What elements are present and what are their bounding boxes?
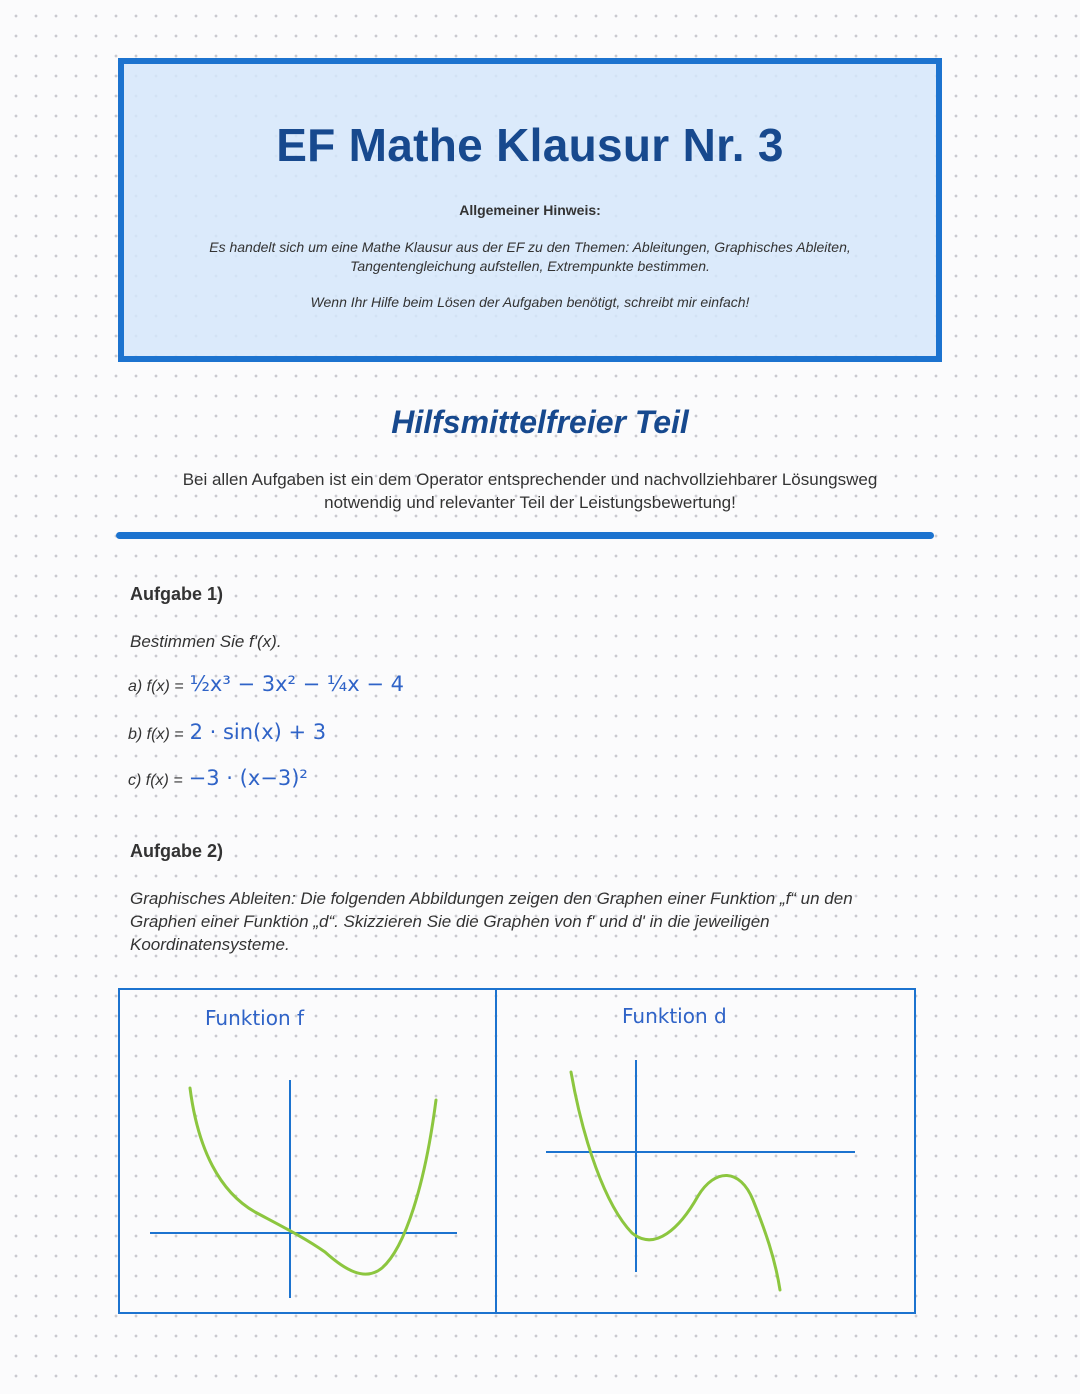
task2-text: Graphisches Ableiten: Die folgenden Abbildungen zeigen den Graphen einer Funktion „f“ un den Graphen einer Funktion „d“. Skizzieren Sie die Graphen von f' und d' in die jeweiligen Koordinatensysteme. (130, 889, 853, 954)
hint-title: Allgemeiner Hinweis: (459, 202, 601, 218)
graph-d-curve (571, 1072, 780, 1290)
help-text: Wenn Ihr Hilfe beim Lösen der Aufgaben benötigt, schreibt mir einfach! (310, 294, 750, 310)
task1-item-a-prefix: a) f(x) = (128, 678, 184, 695)
task1-item-a-expr: ½x³ − 3x² − ¼x − 4 (189, 672, 404, 696)
task1-item-b-prefix: b) f(x) = (128, 726, 184, 743)
hint-text: Es handelt sich um eine Mathe Klausur aus der EF zu den Themen: Ableitungen, Graphisches Ableiten, Tangentengleichung aufstellen, Extrempunkte bestimmen. (209, 239, 851, 274)
graph-f-curve (190, 1088, 436, 1274)
task1-instruction: Bestimmen Sie f'(x). (130, 632, 282, 651)
graph-label-d: Funktion d (622, 1004, 727, 1028)
task1-title: Aufgabe 1) (130, 584, 224, 604)
task1-item-c-expr: −3 · (x−3)² (188, 766, 308, 790)
section-title: Hilfsmittelfreier Teil (391, 404, 689, 440)
task2-title: Aufgabe 2) (130, 841, 224, 861)
graph-label-f: Funktion f (205, 1006, 305, 1030)
task1-item-b-expr: 2 · sin(x) + 3 (189, 720, 327, 744)
section-note: Bei allen Aufgaben ist ein dem Operator entsprechender und nachvollziehbarer Lösungsweg notwendig und relevanter Teil der Leistungsbewertung! (182, 470, 878, 512)
page-title: EF Mathe Klausur Nr. 3 (276, 119, 784, 171)
task1-item-c-prefix: c) f(x) = (128, 772, 183, 789)
